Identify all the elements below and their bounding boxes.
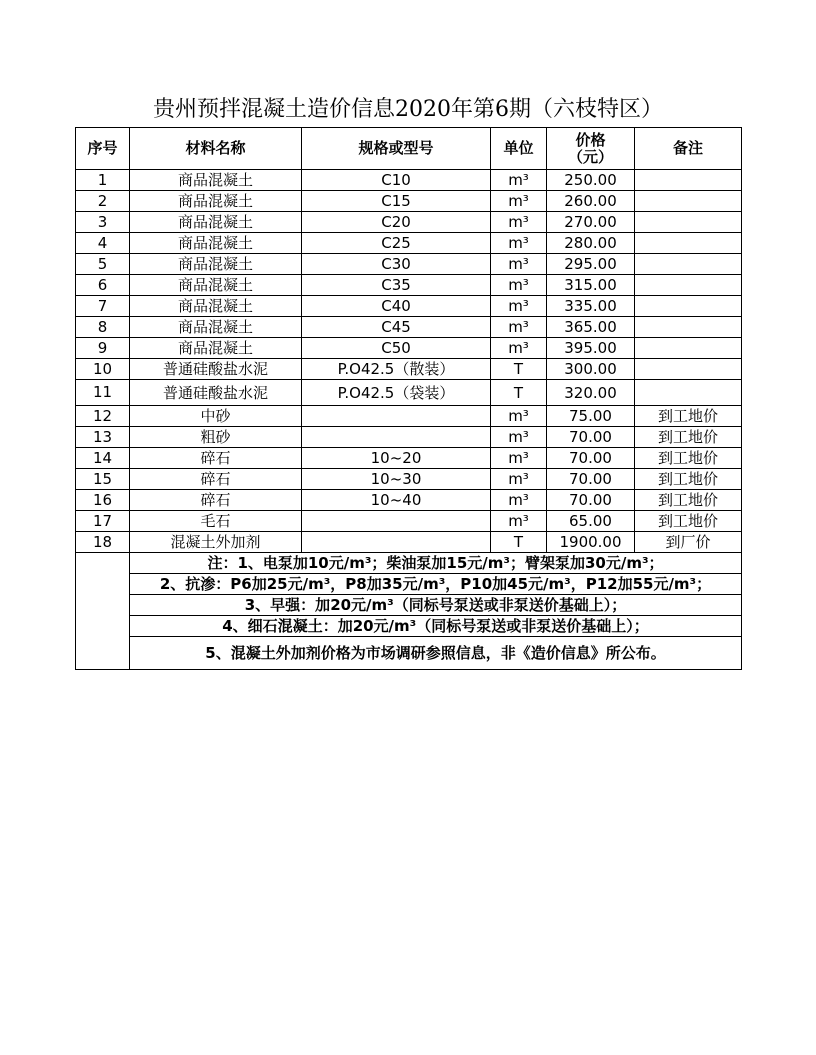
material-name-cell: 碎石 bbox=[130, 448, 302, 469]
material-name-cell: 普通硅酸盐水泥 bbox=[130, 359, 302, 380]
spec-cell: C25 bbox=[302, 233, 491, 254]
seq-cell: 10 bbox=[76, 359, 130, 380]
price-cell: 250.00 bbox=[547, 170, 635, 191]
note-1: 注：1、电泵加10元/m³；柴油泵加15元/m³；臂架泵加30元/m³； bbox=[130, 553, 742, 574]
material-name-cell: 毛石 bbox=[130, 511, 302, 532]
header-price-line1: 价格 bbox=[575, 130, 606, 149]
unit-cell: m³ bbox=[491, 406, 547, 427]
table-row bbox=[76, 490, 742, 511]
price-cell: 70.00 bbox=[547, 427, 635, 448]
table-row bbox=[76, 191, 742, 212]
table-row bbox=[76, 317, 742, 338]
seq-cell: 13 bbox=[76, 427, 130, 448]
note-4: 4、细石混凝土：加20元/m³（同标号泵送或非泵送价基础上）； bbox=[130, 616, 742, 637]
table-row bbox=[76, 212, 742, 233]
remark-cell: 到工地价 bbox=[635, 490, 742, 511]
price-cell: 260.00 bbox=[547, 191, 635, 212]
remark-cell bbox=[635, 317, 742, 338]
spec-cell bbox=[302, 406, 491, 427]
remark-cell bbox=[635, 191, 742, 212]
spec-cell: C30 bbox=[302, 254, 491, 275]
header-price-line2: （元） bbox=[567, 147, 613, 166]
material-name-cell: 碎石 bbox=[130, 490, 302, 511]
note-row bbox=[76, 616, 742, 637]
price-cell: 70.00 bbox=[547, 490, 635, 511]
spec-cell: C10 bbox=[302, 170, 491, 191]
seq-cell: 1 bbox=[76, 170, 130, 191]
material-name-cell: 商品混凝土 bbox=[130, 275, 302, 296]
spec-cell bbox=[302, 511, 491, 532]
seq-cell: 12 bbox=[76, 406, 130, 427]
seq-cell: 7 bbox=[76, 296, 130, 317]
unit-cell: T bbox=[491, 359, 547, 380]
seq-cell: 17 bbox=[76, 511, 130, 532]
unit-cell: m³ bbox=[491, 275, 547, 296]
spec-cell: 10~30 bbox=[302, 469, 491, 490]
unit-cell: m³ bbox=[491, 233, 547, 254]
unit-cell: m³ bbox=[491, 254, 547, 275]
price-cell: 395.00 bbox=[547, 338, 635, 359]
remark-cell: 到工地价 bbox=[635, 427, 742, 448]
spec-cell: C20 bbox=[302, 212, 491, 233]
seq-cell: 3 bbox=[76, 212, 130, 233]
material-name-cell: 混凝土外加剂 bbox=[130, 532, 302, 553]
seq-cell: 11 bbox=[76, 380, 130, 406]
header-price bbox=[547, 128, 635, 170]
unit-cell: m³ bbox=[491, 511, 547, 532]
seq-cell: 9 bbox=[76, 338, 130, 359]
seq-cell: 2 bbox=[76, 191, 130, 212]
spec-cell: C50 bbox=[302, 338, 491, 359]
seq-cell: 14 bbox=[76, 448, 130, 469]
material-name-cell: 商品混凝土 bbox=[130, 296, 302, 317]
spec-cell: 10~20 bbox=[302, 448, 491, 469]
unit-cell: m³ bbox=[491, 427, 547, 448]
seq-cell: 6 bbox=[76, 275, 130, 296]
remark-cell bbox=[635, 359, 742, 380]
seq-cell: 16 bbox=[76, 490, 130, 511]
note-2: 2、抗渗：P6加25元/m³，P8加35元/m³，P10加45元/m³，P12加55元/m³； bbox=[130, 574, 742, 595]
header-seq: 序号 bbox=[76, 128, 130, 170]
unit-cell: m³ bbox=[491, 469, 547, 490]
note-row bbox=[76, 595, 742, 616]
spec-cell bbox=[302, 532, 491, 553]
table-row bbox=[76, 254, 742, 275]
material-name-cell: 中砂 bbox=[130, 406, 302, 427]
table-row bbox=[76, 338, 742, 359]
remark-cell bbox=[635, 380, 742, 406]
remark-cell bbox=[635, 212, 742, 233]
material-name-cell: 商品混凝土 bbox=[130, 233, 302, 254]
unit-cell: T bbox=[491, 532, 547, 553]
header-spec: 规格或型号 bbox=[302, 128, 491, 170]
price-cell: 75.00 bbox=[547, 406, 635, 427]
note-row bbox=[76, 574, 742, 595]
remark-cell bbox=[635, 254, 742, 275]
remark-cell: 到工地价 bbox=[635, 469, 742, 490]
material-name-cell: 碎石 bbox=[130, 469, 302, 490]
unit-cell: m³ bbox=[491, 448, 547, 469]
material-name-cell: 商品混凝土 bbox=[130, 254, 302, 275]
remark-cell bbox=[635, 233, 742, 254]
price-cell: 70.00 bbox=[547, 469, 635, 490]
price-cell: 320.00 bbox=[547, 380, 635, 406]
price-cell: 70.00 bbox=[547, 448, 635, 469]
material-name-cell: 粗砂 bbox=[130, 427, 302, 448]
unit-cell: m³ bbox=[491, 317, 547, 338]
note-row bbox=[76, 637, 742, 670]
material-name-cell: 商品混凝土 bbox=[130, 212, 302, 233]
remark-cell bbox=[635, 296, 742, 317]
remark-cell: 到工地价 bbox=[635, 406, 742, 427]
header-unit: 单位 bbox=[491, 128, 547, 170]
table-row bbox=[76, 380, 742, 406]
seq-cell: 5 bbox=[76, 254, 130, 275]
unit-cell: m³ bbox=[491, 490, 547, 511]
seq-cell: 8 bbox=[76, 317, 130, 338]
price-cell: 270.00 bbox=[547, 212, 635, 233]
table-body bbox=[76, 170, 742, 670]
unit-cell: m³ bbox=[491, 296, 547, 317]
unit-cell: m³ bbox=[491, 191, 547, 212]
spec-cell: C35 bbox=[302, 275, 491, 296]
table-row bbox=[76, 170, 742, 191]
unit-cell: m³ bbox=[491, 170, 547, 191]
unit-cell: T bbox=[491, 380, 547, 406]
unit-cell: m³ bbox=[491, 212, 547, 233]
header-remark: 备注 bbox=[635, 128, 742, 170]
table-header-row bbox=[76, 128, 742, 170]
table-row bbox=[76, 359, 742, 380]
spec-cell bbox=[302, 427, 491, 448]
price-cell: 315.00 bbox=[547, 275, 635, 296]
table-row bbox=[76, 532, 742, 553]
price-cell: 65.00 bbox=[547, 511, 635, 532]
table-row bbox=[76, 233, 742, 254]
table-row bbox=[76, 406, 742, 427]
price-cell: 280.00 bbox=[547, 233, 635, 254]
remark-cell bbox=[635, 338, 742, 359]
seq-cell: 18 bbox=[76, 532, 130, 553]
header-material-name: 材料名称 bbox=[130, 128, 302, 170]
material-name-cell: 商品混凝土 bbox=[130, 191, 302, 212]
table-row bbox=[76, 511, 742, 532]
material-name-cell: 商品混凝土 bbox=[130, 170, 302, 191]
spec-cell: C45 bbox=[302, 317, 491, 338]
remark-cell bbox=[635, 275, 742, 296]
table-row bbox=[76, 448, 742, 469]
price-cell: 365.00 bbox=[547, 317, 635, 338]
spec-cell: C15 bbox=[302, 191, 491, 212]
spec-cell: 10~40 bbox=[302, 490, 491, 511]
remark-cell: 到工地价 bbox=[635, 448, 742, 469]
spec-cell: P.O42.5（散装） bbox=[302, 359, 491, 380]
table-row bbox=[76, 296, 742, 317]
price-cell: 300.00 bbox=[547, 359, 635, 380]
note-5: 5、混凝土外加剂价格为市场调研参照信息，非《造价信息》所公布。 bbox=[130, 637, 742, 670]
table-row bbox=[76, 427, 742, 448]
spec-cell: P.O42.5（袋装） bbox=[302, 380, 491, 406]
remark-cell: 到工地价 bbox=[635, 511, 742, 532]
table-row bbox=[76, 469, 742, 490]
remark-cell: 到厂价 bbox=[635, 532, 742, 553]
material-name-cell: 普通硅酸盐水泥 bbox=[130, 380, 302, 406]
unit-cell: m³ bbox=[491, 338, 547, 359]
remark-cell bbox=[635, 170, 742, 191]
table-row bbox=[76, 275, 742, 296]
spec-cell: C40 bbox=[302, 296, 491, 317]
price-cell: 295.00 bbox=[547, 254, 635, 275]
material-name-cell: 商品混凝土 bbox=[130, 338, 302, 359]
price-cell: 335.00 bbox=[547, 296, 635, 317]
notes-blank-cell bbox=[76, 553, 130, 670]
material-name-cell: 商品混凝土 bbox=[130, 317, 302, 338]
price-cell: 1900.00 bbox=[547, 532, 635, 553]
note-3: 3、早强：加20元/m³（同标号泵送或非泵送价基础上）； bbox=[130, 595, 742, 616]
price-table bbox=[75, 127, 742, 670]
seq-cell: 4 bbox=[76, 233, 130, 254]
seq-cell: 15 bbox=[76, 469, 130, 490]
page-title: 贵州预拌混凝土造价信息2020年第6期（六枝特区） bbox=[153, 97, 663, 122]
note-row bbox=[76, 553, 742, 574]
